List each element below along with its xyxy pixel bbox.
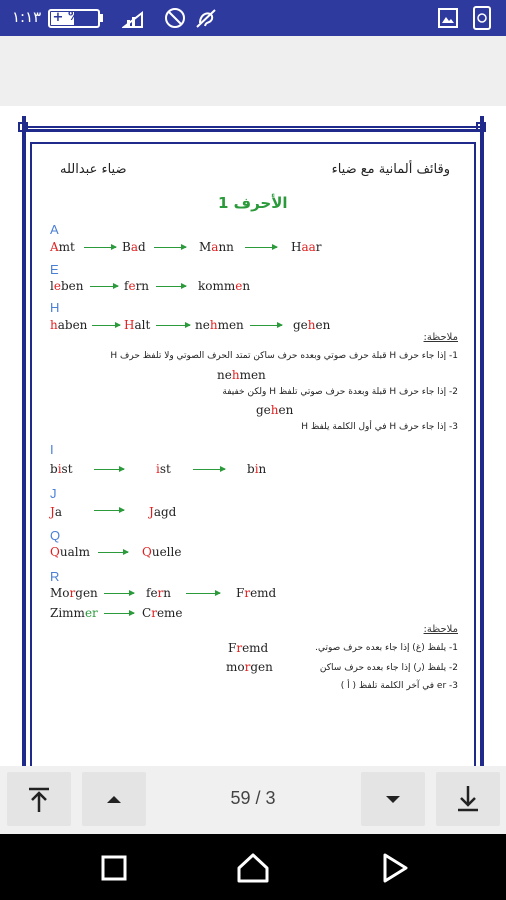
word: ist: [156, 462, 171, 476]
word: fern: [146, 586, 172, 600]
border-corner-ornament: [18, 122, 28, 132]
recent-apps-icon[interactable]: [100, 854, 128, 882]
note-line: 3- إذا جاء حرف H في أول الكلمة يلفظ H: [301, 422, 458, 432]
jump-to-top-icon: [7, 772, 71, 826]
charging-plus-icon: +: [52, 10, 64, 25]
arrow-down-icon: [361, 772, 425, 826]
note-line: 2- إذا جاء حرف H قبلة وبعدة حرف صوتي تلفظ H ولكن خفيفة: [222, 387, 458, 397]
previous-page-button[interactable]: [82, 772, 146, 826]
note-line: 1- إذا جاء حرف H قبلة حرف صوتي وبعده حرف ساكن تمتد الحرف الصوتي ولا تلفظ حرف H: [110, 351, 458, 361]
word: Amt: [50, 240, 75, 254]
letter-a: A: [50, 222, 59, 237]
note-heading: ملاحظة:: [423, 332, 458, 343]
letter-r: R: [50, 569, 60, 584]
note-line: 3- er في آخر الكلمة تلفظ ( أ ): [340, 681, 458, 691]
word: Creme: [142, 606, 183, 620]
hearing-aid-icon: [194, 7, 218, 29]
word: Morgen: [50, 586, 98, 600]
arrow-up-icon: [82, 772, 146, 826]
word: Mann: [199, 240, 234, 254]
word: Halt: [124, 318, 151, 332]
page-indicator: 59 / 3: [230, 788, 276, 808]
image-icon: [438, 8, 458, 28]
note-word: nehmen: [217, 368, 266, 382]
battery-cap: [100, 14, 103, 22]
header-left: ضياء عبدالله: [60, 162, 127, 177]
word: gehen: [293, 318, 331, 332]
word: nehmen: [195, 318, 244, 332]
back-icon[interactable]: [380, 852, 410, 884]
letter-h: H: [50, 300, 60, 315]
screen-rotation-icon: [473, 6, 491, 30]
word: kommen: [198, 279, 251, 293]
pdf-controls: [0, 766, 506, 834]
word: Quelle: [142, 545, 182, 559]
letter-j: J: [50, 486, 57, 501]
document-page[interactable]: [0, 106, 506, 766]
word: leben: [50, 279, 84, 293]
page-border-top: [22, 126, 484, 132]
battery-label: %٤٧: [68, 9, 95, 23]
border-corner-ornament: [476, 122, 486, 132]
next-page-button[interactable]: [361, 772, 425, 826]
status-bar: [0, 0, 506, 36]
letter-i: I: [50, 442, 54, 457]
do-not-disturb-icon: [164, 7, 186, 29]
word: Bad: [122, 240, 146, 254]
jump-to-bottom-icon: [436, 772, 500, 826]
word: bist: [50, 462, 73, 476]
note-line: 2- يلفظ (ر) إذا جاء بعده حرف ساكن: [319, 663, 458, 673]
word: Haar: [291, 240, 322, 254]
word: Ja: [50, 505, 62, 519]
word: Fremd: [236, 586, 277, 600]
home-icon[interactable]: [236, 852, 270, 884]
note-word: Fremd: [228, 641, 269, 655]
word: haben: [50, 318, 88, 332]
navigation-bar: [0, 834, 506, 900]
letter-e: E: [50, 262, 59, 277]
note-line: 1- يلفظ (غ) إذا جاء بعده حرف صوتي.: [315, 643, 458, 653]
word: Jagd: [149, 505, 177, 519]
word: Zimmer: [50, 606, 98, 620]
note-word: gehen: [256, 403, 294, 417]
word: Qualm: [50, 545, 90, 559]
first-page-button[interactable]: [7, 772, 71, 826]
page-title: الأحرف 1: [218, 194, 288, 212]
last-page-button[interactable]: [436, 772, 500, 826]
letter-q: Q: [50, 528, 61, 543]
clock: ١:١٣: [12, 8, 42, 26]
signal-icon: [122, 9, 144, 29]
note-heading: ملاحظة:: [423, 624, 458, 635]
word: fern: [124, 279, 150, 293]
note-word: morgen: [226, 660, 273, 674]
word: bin: [247, 462, 267, 476]
header-right: وقائف ألمانية مع ضياء: [331, 162, 450, 177]
toolbar: [0, 36, 506, 106]
